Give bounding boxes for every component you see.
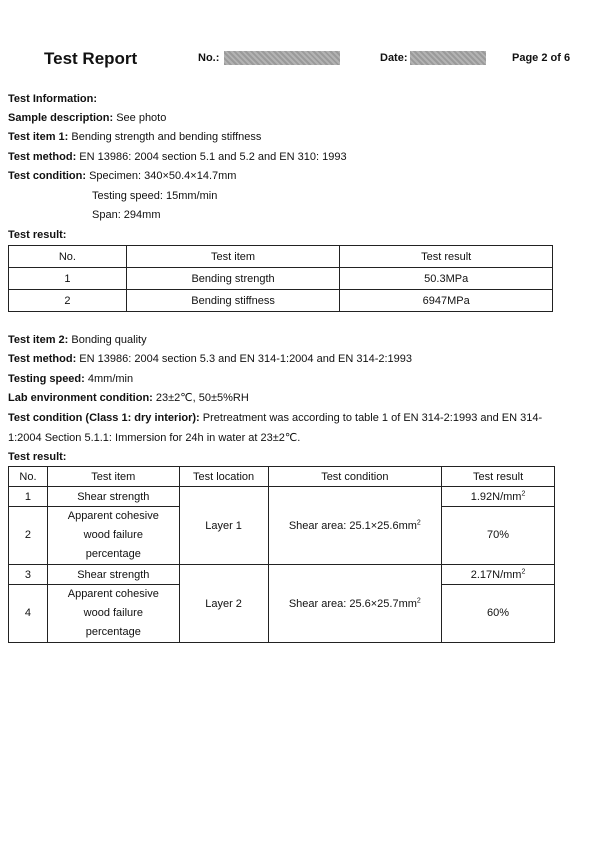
test-condition-2-continued: 1:2004 Section 5.1.1: Immersion for 24h in water at 23±2℃. — [8, 432, 301, 444]
cell-test-result: 70% — [442, 507, 555, 565]
cell-test-location: Layer 1 — [179, 487, 268, 565]
cell-test-item: Shear strength — [47, 565, 179, 585]
cell-no: 3 — [9, 565, 48, 585]
report-title: Test Report — [44, 49, 138, 68]
report-number-label: No.: — [198, 52, 220, 64]
test-result-1-heading: Test result: — [8, 229, 67, 241]
cell-no: 4 — [9, 585, 48, 643]
table-header-row — [9, 246, 553, 268]
col-test-item: Test item — [126, 246, 340, 268]
cell-no: 2 — [9, 507, 48, 565]
lab-environment-condition: Lab environment condition: 23±2℃, 50±5%RH — [8, 392, 249, 404]
test-result-2-heading: Test result: — [8, 451, 67, 463]
cell-test-result: $2.17N/mm^2$ — [442, 565, 555, 585]
table-row — [9, 290, 553, 312]
bending-results-table — [8, 245, 553, 312]
test-method-2: Test method: EN 13986: 2004 section 5.3 and EN 314-1:2004 and EN 314-2:1993 — [8, 353, 412, 365]
test-item-1: Test item 1: Bending strength and bending stiffness — [8, 131, 262, 143]
cell-test-item: Shear strength — [47, 487, 179, 507]
cell-test-condition: Shear area: $25.1\times 25.6mm^2$ — [268, 487, 442, 565]
cell-test-result: 6947MPa — [340, 290, 553, 312]
cell-test-item: Apparent cohesive wood failure percentage — [47, 507, 179, 565]
cell-test-location: Layer 2 — [179, 565, 268, 643]
table-header-row — [9, 467, 555, 487]
span-1: Span: 294mm — [92, 209, 161, 221]
test-information-heading: Test Information: — [8, 93, 98, 105]
report-date-label: Date: — [380, 52, 408, 64]
redacted-report-number — [224, 51, 340, 65]
cell-test-item: Bending strength — [126, 268, 340, 290]
cell-test-result: 60% — [442, 585, 555, 643]
sample-description: Sample description: See photo — [8, 112, 167, 124]
cell-test-condition: Shear area: $25.6\times 25.7mm^2$ — [268, 565, 442, 643]
cell-test-item: Bending stiffness — [126, 290, 340, 312]
col-no: No. — [9, 246, 127, 268]
cell-no: 1 — [9, 268, 127, 290]
cell-no: 2 — [9, 290, 127, 312]
table-row — [9, 268, 553, 290]
test-item-2: Test item 2: Bonding quality — [8, 334, 147, 346]
col-no: No. — [9, 467, 48, 487]
test-condition-1: Test condition: Specimen: 340×50.4×14.7mm — [8, 170, 237, 182]
page-indicator: Page 2 of 6 — [512, 52, 571, 64]
cell-no: 1 — [9, 487, 48, 507]
cell-test-result: $1.92N/mm^2$ — [442, 487, 555, 507]
table-row — [9, 565, 555, 585]
testing-speed-2: Testing speed: 4mm/min — [8, 373, 134, 385]
cell-test-result: 50.3MPa — [340, 268, 553, 290]
testing-speed-1: Testing speed: 15mm/min — [92, 190, 218, 202]
bonding-results-table — [8, 466, 555, 643]
test-condition-2: Test condition (Class 1: dry interior): Pretreatment was according to table 1 of EN 314-2:1993 and EN 314- — [8, 412, 543, 424]
redacted-report-date — [410, 51, 486, 65]
report-header — [0, 48, 600, 70]
col-test-result: Test result — [442, 467, 555, 487]
test-method-1: Test method: EN 13986: 2004 section 5.1 and 5.2 and EN 310: 1993 — [8, 151, 347, 163]
table-row — [9, 487, 555, 507]
col-test-item: Test item — [47, 467, 179, 487]
col-test-location: Test location — [179, 467, 268, 487]
col-test-condition: Test condition — [268, 467, 442, 487]
cell-test-item: Apparent cohesive wood failure percentage — [47, 585, 179, 643]
col-test-result: Test result — [340, 246, 553, 268]
